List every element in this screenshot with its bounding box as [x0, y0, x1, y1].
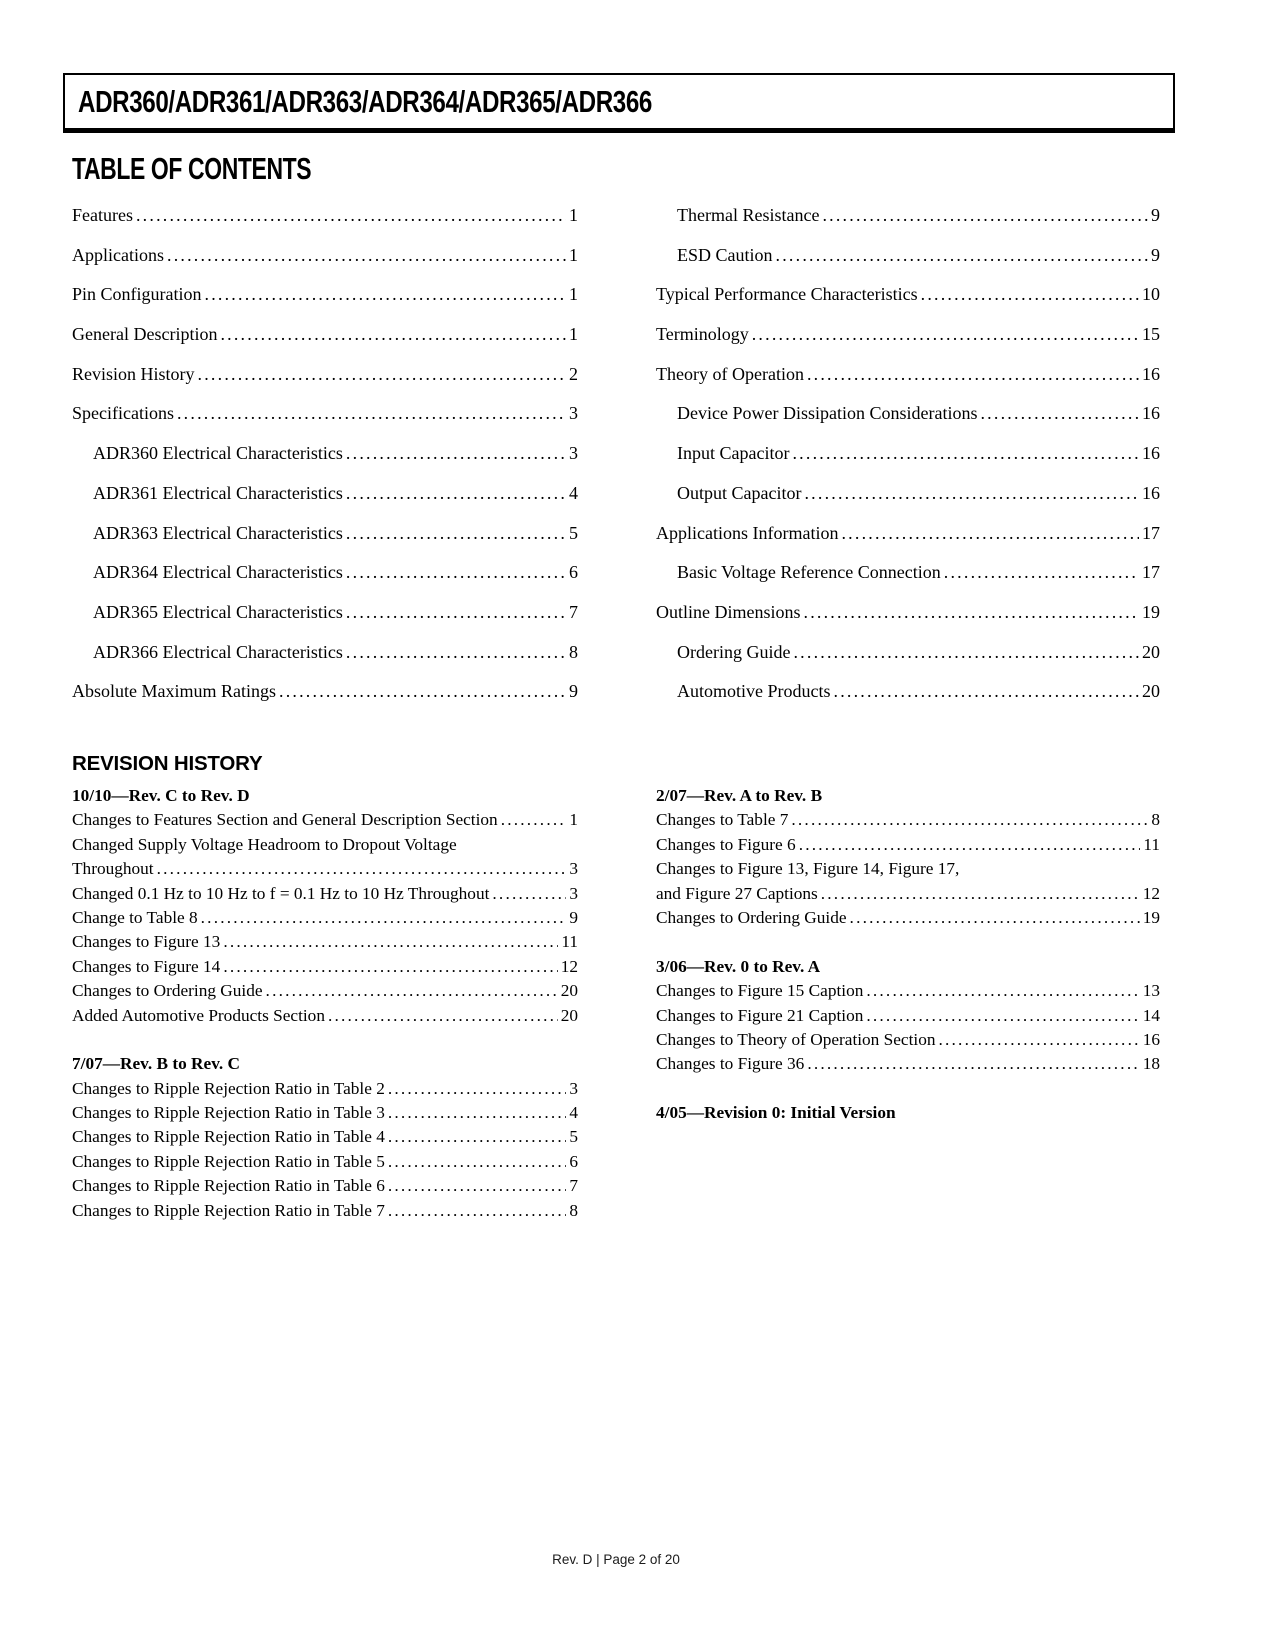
dot-leader	[834, 672, 1140, 712]
revision-entry	[72, 1101, 578, 1125]
revision-entry-label: Changes to Figure 36	[656, 1054, 805, 1074]
toc-entry-label: Typical Performance Characteristics	[656, 284, 918, 305]
dot-leader	[346, 434, 566, 474]
toc-entry[interactable]	[72, 514, 578, 554]
revision-entry	[72, 1150, 578, 1174]
toc-entry-label: Pin Configuration	[72, 284, 202, 305]
revision-group	[656, 1101, 1160, 1125]
dot-leader	[177, 394, 566, 434]
revision-entry-label: Changes to Features Section and General Description Section	[72, 810, 498, 830]
toc-entry[interactable]	[656, 275, 1160, 315]
dot-leader	[136, 196, 566, 236]
toc-entry[interactable]	[656, 672, 1160, 712]
revision-entry	[656, 906, 1160, 930]
revision-entry-label: Changes to Ripple Rejection Ratio in Table 3	[72, 1103, 385, 1123]
toc-entry[interactable]	[656, 355, 1160, 395]
toc-entry[interactable]	[72, 394, 578, 434]
revision-page-number: 4	[569, 1103, 578, 1123]
dot-leader	[279, 672, 566, 712]
toc-entry-label: Input Capacitor	[677, 443, 790, 464]
revision-entry-label: Changes to Figure 15 Caption	[656, 981, 864, 1001]
toc-entry-label: ADR361 Electrical Characteristics	[93, 482, 343, 503]
toc-entry-label: ADR365 Electrical Characteristics	[93, 601, 343, 622]
toc-column-left	[72, 196, 578, 712]
revision-entry	[72, 857, 578, 881]
dot-leader	[822, 196, 1148, 236]
revision-entry-label: Changed Supply Voltage Headroom to Dropout Voltage	[72, 834, 457, 854]
toc-entry[interactable]	[656, 553, 1160, 593]
toc-entry[interactable]	[656, 196, 1160, 236]
dot-leader	[388, 1125, 567, 1149]
toc-entry[interactable]	[656, 474, 1160, 514]
revision-entry	[72, 930, 578, 954]
revision-entry-label: Changes to Ripple Rejection Ratio in Table 6	[72, 1176, 385, 1196]
toc-page-number: 7	[569, 601, 578, 622]
toc-entry[interactable]	[72, 315, 578, 355]
dot-leader	[205, 275, 567, 315]
revision-group-heading: 10/10—Rev. C to Rev. D	[72, 786, 250, 805]
dot-leader	[821, 882, 1140, 906]
revision-entry-label: Changes to Ordering Guide	[72, 981, 263, 1001]
dot-leader	[807, 1052, 1139, 1076]
revision-page-number: 7	[569, 1176, 578, 1196]
revision-entry	[72, 1125, 578, 1149]
toc-page-number: 15	[1142, 324, 1160, 345]
dot-leader	[328, 1004, 558, 1028]
dot-leader	[388, 1077, 567, 1101]
revision-entry-label: Changes to Figure 13	[72, 932, 221, 952]
dot-leader	[201, 906, 567, 930]
revision-page-number: 11	[1143, 834, 1160, 854]
revision-entry	[656, 882, 1160, 906]
dot-leader	[346, 553, 566, 593]
dot-leader	[223, 930, 558, 954]
toc-page-number: 17	[1142, 562, 1160, 583]
revision-entry-label: Changes to Ripple Rejection Ratio in Table 2	[72, 1078, 385, 1098]
toc-entry[interactable]	[72, 275, 578, 315]
toc-page-number: 9	[1151, 244, 1160, 265]
revision-page-number: 3	[569, 859, 578, 879]
dot-leader	[198, 355, 566, 395]
toc-entry[interactable]	[656, 315, 1160, 355]
toc-page-number: 4	[569, 482, 578, 503]
toc-entry[interactable]	[72, 553, 578, 593]
dot-leader	[752, 315, 1139, 355]
dot-leader	[157, 857, 567, 881]
toc-entry-label: Basic Voltage Reference Connection	[677, 562, 941, 583]
dot-leader	[388, 1199, 567, 1223]
revision-entry-label: Changes to Theory of Operation Section	[656, 1029, 936, 1049]
revision-history-heading: REVISION HISTORY	[72, 752, 263, 775]
toc-entry[interactable]	[72, 633, 578, 673]
revision-entry	[656, 1004, 1160, 1028]
part-number-title: ADR360/ADR361/ADR363/ADR364/ADR365/ADR366	[78, 83, 652, 119]
toc-entry[interactable]	[72, 196, 578, 236]
toc-entry-label: Specifications	[72, 403, 174, 424]
toc-entry-label: Automotive Products	[677, 681, 831, 702]
revision-group	[656, 955, 1160, 1077]
revision-entry-label: Changes to Ripple Rejection Ratio in Table 5	[72, 1151, 385, 1171]
toc-page-number: 9	[1151, 205, 1160, 225]
dot-leader	[346, 593, 566, 633]
dot-leader	[799, 833, 1141, 857]
toc-entry[interactable]	[656, 236, 1160, 276]
revision-entry	[656, 833, 1160, 857]
dot-leader	[804, 474, 1139, 514]
revision-page-number: 14	[1142, 1005, 1160, 1025]
revision-entry-label: Changed 0.1 Hz to 10 Hz to f = 0.1 Hz to 10 Hz Throughout	[72, 883, 490, 903]
dot-leader	[388, 1174, 567, 1198]
dot-leader	[807, 355, 1139, 395]
revision-entry-label: Added Automotive Products Section	[72, 1005, 325, 1025]
dot-leader	[388, 1150, 567, 1174]
toc-page-number: 8	[569, 641, 578, 662]
revision-entry-label: Changes to Table 7	[656, 810, 789, 830]
revision-group	[72, 784, 578, 1028]
dot-leader	[388, 1101, 567, 1125]
toc-page-number: 1	[569, 205, 578, 225]
dot-leader	[266, 979, 558, 1003]
toc-entry[interactable]	[72, 355, 578, 395]
dot-leader	[793, 633, 1139, 673]
toc-entry[interactable]	[72, 434, 578, 474]
dot-leader	[346, 633, 566, 673]
revision-history-column-right	[656, 784, 1160, 1125]
toc-entry-label: Output Capacitor	[677, 482, 802, 503]
dot-leader	[220, 315, 566, 355]
revision-entry-label: Changes to Figure 14	[72, 956, 221, 976]
toc-entry[interactable]	[72, 474, 578, 514]
toc-entry[interactable]	[656, 394, 1160, 434]
revision-page-number: 5	[569, 1127, 578, 1147]
revision-entry	[72, 882, 578, 906]
part-number-header-box	[63, 73, 1175, 133]
toc-entry-label: ADR363 Electrical Characteristics	[93, 522, 343, 543]
toc-page-number: 16	[1142, 482, 1160, 503]
toc-entry-label: Absolute Maximum Ratings	[72, 681, 276, 702]
revision-entry	[72, 833, 578, 857]
toc-page-number: 5	[569, 522, 578, 543]
toc-page-number: 9	[569, 681, 578, 702]
revision-page-number: 8	[569, 1200, 578, 1220]
revision-page-number: 13	[1142, 981, 1160, 1001]
toc-page-number: 1	[569, 244, 578, 265]
toc-page-number: 16	[1142, 403, 1160, 424]
toc-page-number: 3	[569, 403, 578, 424]
dot-leader	[792, 434, 1139, 474]
revision-page-number: 6	[569, 1151, 578, 1171]
dot-leader	[167, 236, 566, 276]
toc-page-number: 20	[1142, 681, 1160, 702]
revision-group-heading: 3/06—Rev. 0 to Rev. A	[656, 956, 821, 976]
toc-page-number: 1	[569, 284, 578, 305]
toc-page-number: 16	[1142, 443, 1160, 464]
revision-entry-label: Change to Table 8	[72, 907, 198, 927]
toc-page-number: 6	[569, 562, 578, 583]
dot-leader	[850, 906, 1140, 930]
toc-entry[interactable]	[72, 672, 578, 712]
toc-entry-label: Applications	[72, 244, 164, 265]
table-of-contents-heading: TABLE OF CONTENTS	[72, 151, 312, 186]
revision-page-number: 1	[569, 810, 578, 830]
revision-page-number: 12	[1142, 883, 1160, 903]
toc-page-number: 2	[569, 363, 578, 384]
revision-page-number: 8	[1151, 810, 1160, 830]
revision-entry-label: Changes to Ripple Rejection Ratio in Table 7	[72, 1200, 385, 1220]
toc-entry-label: General Description	[72, 324, 218, 345]
revision-group-heading: 4/05—Revision 0: Initial Version	[656, 1103, 896, 1123]
revision-entry-label: Changes to Figure 13, Figure 14, Figure 17,	[656, 859, 960, 879]
revision-page-number: 20	[560, 1005, 578, 1025]
revision-entry	[656, 808, 1160, 832]
revision-entry-label: Changes to Ripple Rejection Ratio in Table 4	[72, 1127, 385, 1147]
toc-column-right	[656, 196, 1160, 712]
toc-page-number: 19	[1142, 601, 1160, 622]
dot-leader	[492, 882, 566, 906]
revision-group-heading: 2/07—Rev. A to Rev. B	[656, 786, 823, 805]
toc-page-number: 3	[569, 443, 578, 464]
revision-entry	[72, 1199, 578, 1223]
revision-entry	[72, 1004, 578, 1028]
revision-entry	[656, 857, 1160, 881]
toc-page-number: 20	[1142, 641, 1160, 662]
toc-entry-label: Revision History	[72, 363, 195, 384]
toc-entry[interactable]	[72, 593, 578, 633]
toc-entry[interactable]	[656, 514, 1160, 554]
revision-entry	[656, 1052, 1160, 1076]
dot-leader	[866, 1004, 1139, 1028]
revision-entry	[72, 906, 578, 930]
revision-entry	[72, 979, 578, 1003]
revision-page-number: 3	[569, 1078, 578, 1098]
dot-leader	[776, 236, 1148, 276]
revision-page-number: 9	[569, 907, 578, 927]
revision-group	[72, 1052, 578, 1223]
revision-page-number: 12	[560, 956, 578, 976]
dot-leader	[938, 1028, 1139, 1052]
revision-page-number: 3	[569, 883, 578, 903]
dot-leader	[791, 808, 1148, 832]
dot-leader	[866, 979, 1139, 1003]
toc-entry-label: Features	[72, 205, 133, 225]
dot-leader	[804, 593, 1140, 633]
revision-entry-label: Throughout	[72, 859, 154, 879]
toc-page-number: 1	[569, 324, 578, 345]
toc-entry-label: ADR366 Electrical Characteristics	[93, 641, 343, 662]
revision-entry	[72, 1174, 578, 1198]
revision-group	[656, 784, 1160, 930]
toc-entry[interactable]	[656, 593, 1160, 633]
toc-page-number: 17	[1142, 522, 1160, 543]
toc-entry-label: Thermal Resistance	[677, 205, 820, 225]
dot-leader	[346, 514, 566, 554]
revision-entry-label: Changes to Ordering Guide	[656, 907, 847, 927]
revision-entry	[656, 979, 1160, 1003]
revision-entry-label: and Figure 27 Captions	[656, 883, 818, 903]
toc-entry-label: ADR360 Electrical Characteristics	[93, 443, 343, 464]
revision-page-number: 11	[561, 932, 578, 952]
revision-entry-label: Changes to Figure 21 Caption	[656, 1005, 864, 1025]
toc-entry-label: Applications Information	[656, 522, 839, 543]
toc-entry[interactable]	[656, 633, 1160, 673]
dot-leader	[980, 394, 1139, 434]
dot-leader	[501, 808, 567, 832]
dot-leader	[346, 474, 566, 514]
toc-page-number: 10	[1142, 284, 1160, 305]
toc-entry-label: Theory of Operation	[656, 363, 804, 384]
dot-leader	[921, 275, 1139, 315]
toc-entry-label: Outline Dimensions	[656, 601, 801, 622]
revision-entry	[656, 1028, 1160, 1052]
toc-entry-label: ESD Caution	[677, 244, 773, 265]
revision-page-number: 20	[560, 981, 578, 1001]
revision-page-number: 16	[1142, 1029, 1160, 1049]
dot-leader	[944, 553, 1139, 593]
revision-group-heading: 7/07—Rev. B to Rev. C	[72, 1054, 241, 1074]
toc-page-number: 16	[1142, 363, 1160, 384]
page-footer: Rev. D | Page 2 of 20	[552, 1552, 680, 1567]
toc-entry-label: Device Power Dissipation Considerations	[677, 403, 978, 424]
toc-entry-label: Terminology	[656, 324, 749, 345]
revision-entry	[72, 955, 578, 979]
revision-entry	[72, 1077, 578, 1101]
toc-entry[interactable]	[72, 236, 578, 276]
toc-entry[interactable]	[656, 434, 1160, 474]
revision-entry	[72, 808, 578, 832]
revision-entry-label: Changes to Figure 6	[656, 834, 796, 854]
toc-entry-label: Ordering Guide	[677, 641, 791, 662]
dot-leader	[841, 514, 1139, 554]
revision-page-number: 19	[1142, 907, 1160, 927]
dot-leader	[223, 955, 557, 979]
revision-page-number: 18	[1142, 1054, 1160, 1074]
revision-history-column-left	[72, 784, 578, 1223]
toc-entry-label: ADR364 Electrical Characteristics	[93, 562, 343, 583]
